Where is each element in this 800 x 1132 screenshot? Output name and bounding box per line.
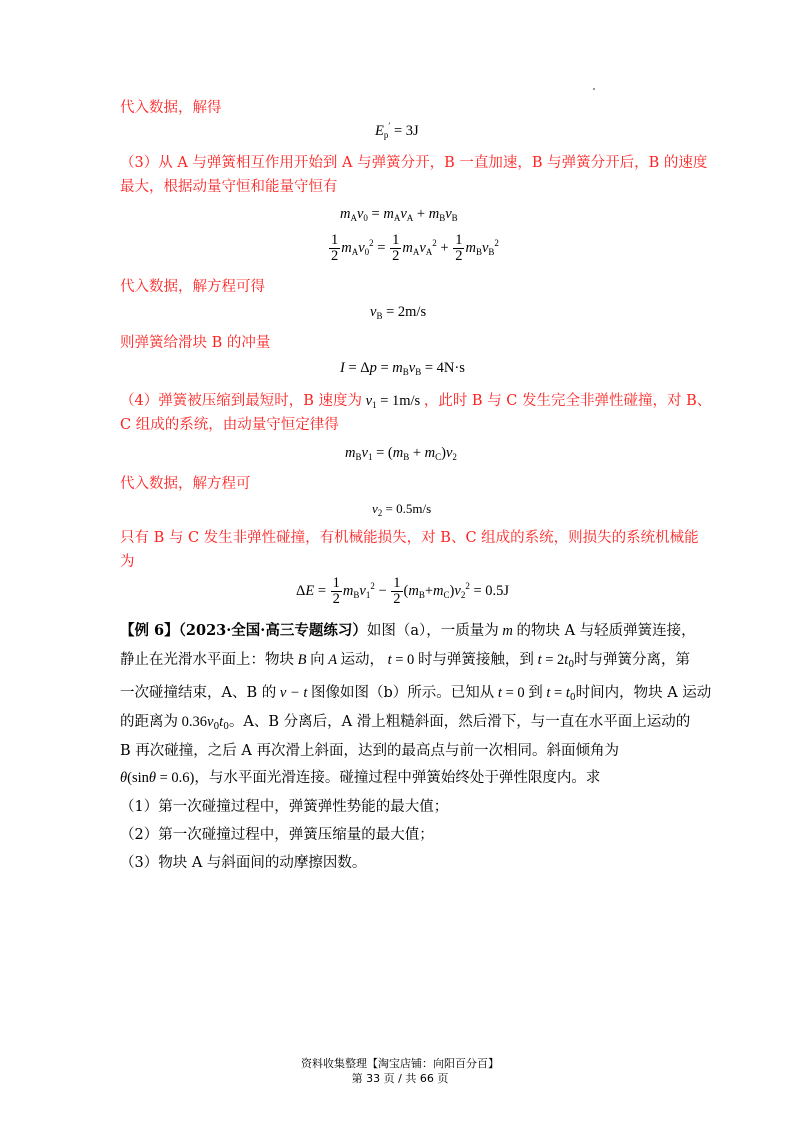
footer-page-number: 第 33 页 / 共 66 页 (351, 1072, 449, 1085)
equation-momentum: $m_Av_0 = m_Av_A + m_Bv_B$ (340, 206, 458, 223)
equation-energy-loss: ΔE = $\frac{1}{2}$ $m_Bv_1^2$ − $\frac{1}{2}$ $(m_B+m_C)v_2^2 = 0.5J$ (296, 575, 510, 607)
equation-v2: $v_2 = 0.5m/s$ (372, 501, 432, 518)
example-header: 【例 6】（2023·全国·高三专题练习）如图（a），一质量为 m 的物块 A 与轻质弹簧连接， (120, 622, 696, 639)
text-line: 静止在光滑水平面上：物块 B 向 A 运动， t = 0 时与弹簧接触，到 $t = 2t_0$时与弹簧分离，第 (120, 652, 691, 670)
text-line: C 组成的系统，由动量守恒定律得 (120, 417, 339, 433)
text-line: 的距离为 $0.36v_0t_0$。A、B 分离后，A 滑上粗糙斜面，然后滑下，与一直在水平面上运动的 (120, 714, 691, 732)
text-line: 代入数据，解方程可得 (120, 279, 265, 295)
equation-impulse: $I = \Delta p = m_Bv_B = 4N\cdot s$ (340, 360, 465, 377)
speck (593, 88, 595, 90)
question-3: （3）物块 A 与斜面间的动摩擦因数。 (120, 855, 367, 871)
footer-source: 资料收集整理【淘宝店铺：向阳百分百】 (301, 1057, 499, 1070)
equation-vb: $v_B = 2m/s$ (370, 304, 427, 321)
text-line: 一次碰撞结束，A、B 的 v − t 图像如图（b）所示。已知从 t = 0 到 $t = t_0$时间内，物块 A 运动 (120, 685, 712, 703)
text-line: 只有 B 与 C 发生非弹性碰撞，有机械能损失，对 B、C 组成的系统，则损失的系统机械能 (120, 530, 699, 546)
question-1: （1）第一次碰撞过程中，弹簧弹性势能的最大值； (120, 799, 449, 815)
text-line: 最大，根据动量守恒和能量守恒有 (120, 179, 338, 195)
question-2: （2）第一次碰撞过程中，弹簧压缩量的最大值； (120, 827, 434, 843)
text-line: （4）弹簧被压缩到最短时，B 速度为 $v_1 = 1m/s$ ，此时 B 与 C 发生完全非弹性碰撞，对 B、 (120, 393, 712, 410)
text-line: 为 (120, 554, 135, 570)
text-line: （3）从 A 与弹簧相互作用开始到 A 与弹簧分开，B 一直加速，B 与弹簧分开后，B 的速度 (120, 155, 708, 171)
text-line: B 再次碰撞，之后 A 再次滑上斜面，达到的最高点与前一次相同。斜面倾角为 (120, 743, 619, 759)
equation-energy: $\frac{1}{2}$ $m_Av_0^2$ = $\frac{1}{2}$ $m_Av_A^2$ + $\frac{1}{2}$ $m_Bv_B^2$ (331, 232, 499, 264)
text-line: 则弹簧给滑块 B 的冲量 (120, 335, 271, 351)
text-line: θ(sinθ = 0.6)，与水平面光滑连接。碰撞过程中弹簧始终处于弹性限度内。求 (120, 770, 601, 786)
equation-ep: $E_p' = 3J$ (375, 121, 419, 140)
text-line: 代入数据，解得 (120, 100, 222, 116)
equation-bc-momentum: $m_Bv_1 = (m_B + m_C)v_2$ (345, 445, 457, 462)
text-line: 代入数据，解方程可 (120, 476, 251, 492)
